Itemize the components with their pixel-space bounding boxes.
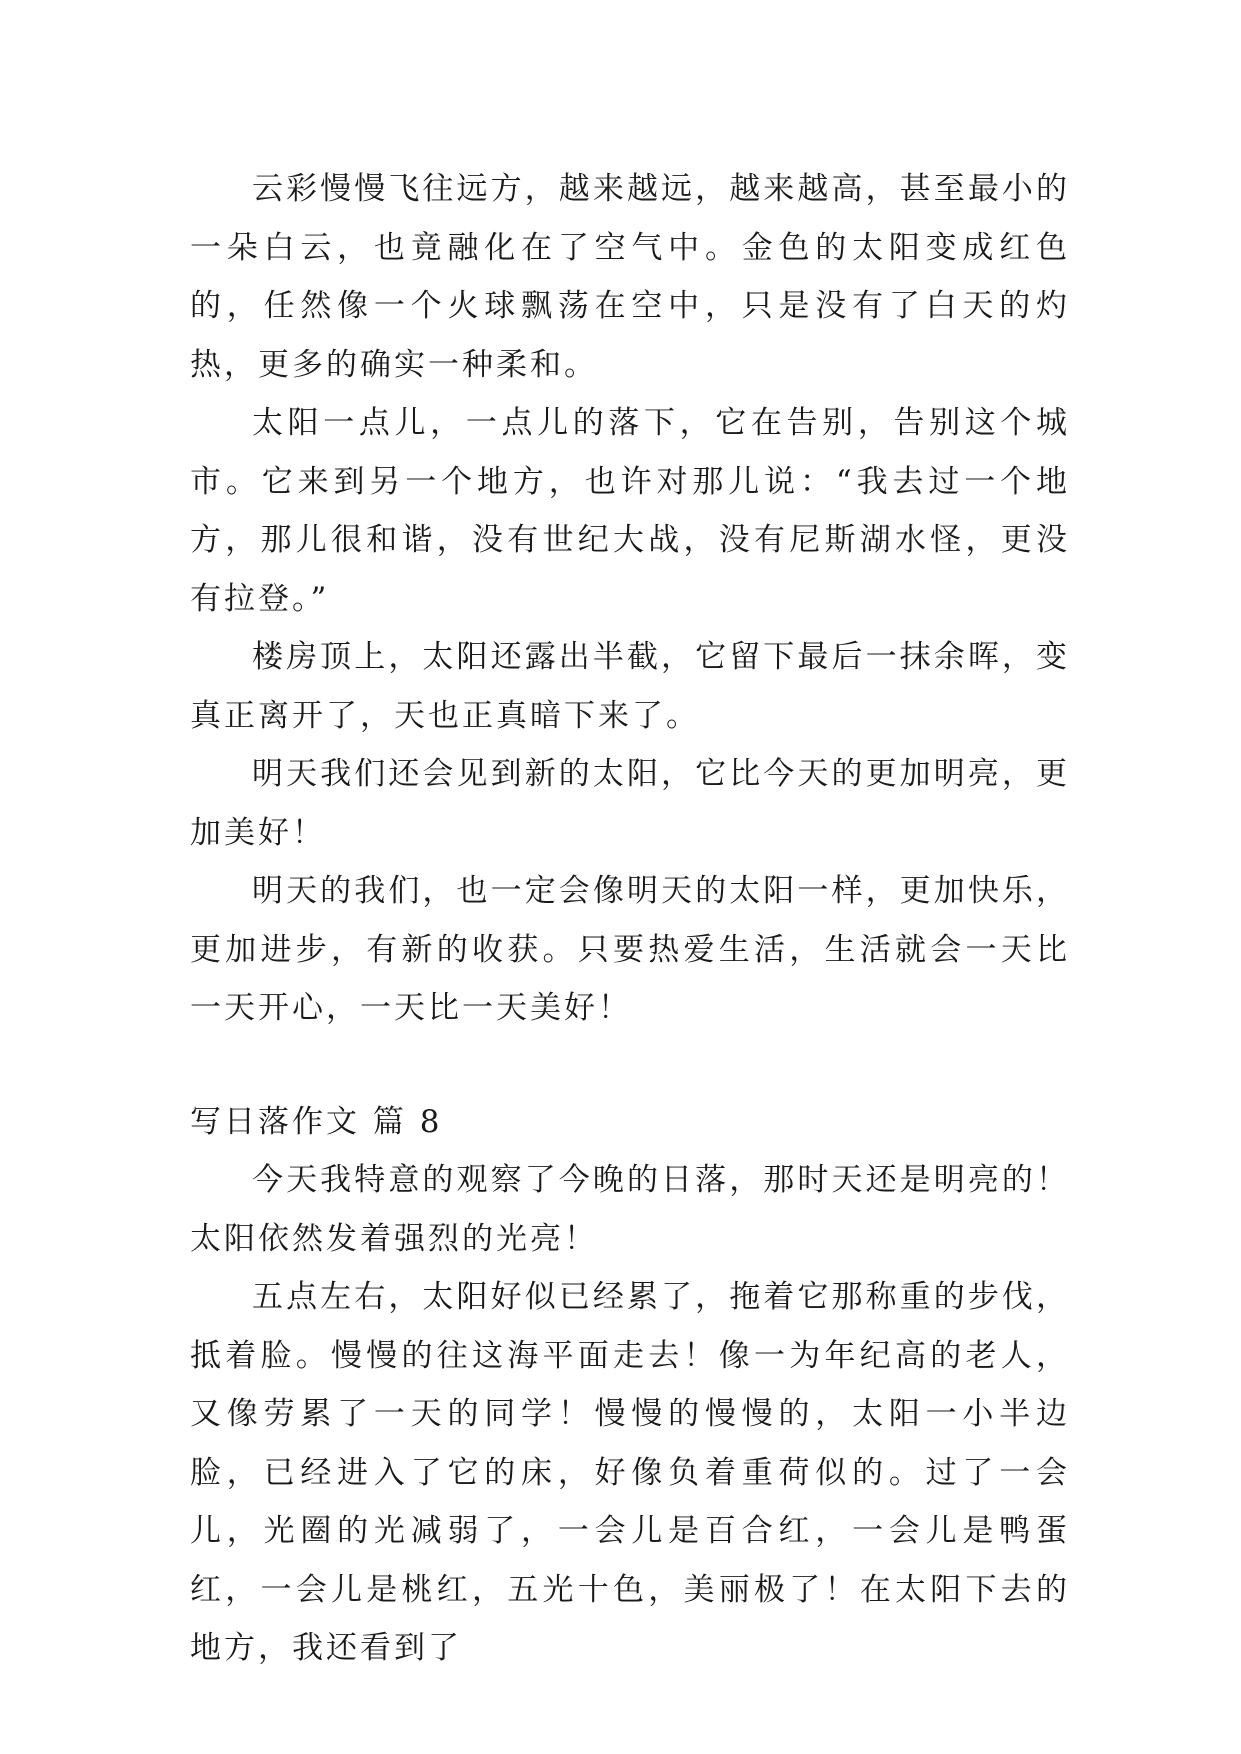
paragraph-tomorrow-us: 明天的我们，也一定会像明天的太阳一样，更加快乐，更加进步，有新的收获。只要热爱生活，生活就会一天比一天开心，一天比一天美好！: [190, 873, 1070, 1026]
paragraph-five-oclock: 五点左右，太阳好似已经累了，拖着它那称重的步伐，抵着脸。慢慢的往这海平面走去！像一为年纪高的老人，又像劳累了一天的同学！慢慢的慢慢的，太阳一小半边脸，已经进入了它的床，好像负着重荷似的。过了一会儿，光圈的光减弱了，一会儿是百合红，一会儿是鸭蛋红，一会儿是桃红，五光十色，美丽极了！在太阳下去的地方，我还看到了: [190, 1279, 1070, 1666]
document-page: [190, 160, 1070, 1678]
paragraph-rooftop: 楼房顶上，太阳还露出半截，它留下最后一抹余晖，变真正离开了，天也正真暗下来了。: [190, 639, 1070, 734]
paragraph-farewell: 太阳一点儿，一点儿的落下，它在告别，告别这个城市。它来到另一个地方，也许对那儿说：“我去过一个地方，那儿很和谐，没有世纪大战，没有尼斯湖水怪，更没有拉登。”: [190, 405, 1070, 617]
paragraph-observation: 今天我特意的观察了今晚的日落，那时天还是明亮的！太阳依然发着强烈的光亮！: [190, 1162, 1070, 1257]
section-title: 写日落作文 篇 8: [190, 1103, 443, 1140]
paragraph-tomorrow-sun: 明天我们还会见到新的太阳，它比今天的更加明亮，更加美好！: [190, 756, 1070, 851]
paragraph-clouds: 云彩慢慢飞往远方，越来越远，越来越高，甚至最小的一朵白云，也竟融化在了空气中。金色的太阳变成红色的，任然像一个火球飘荡在空中，只是没有了白天的灼热，更多的确实一种柔和。: [190, 171, 1070, 383]
